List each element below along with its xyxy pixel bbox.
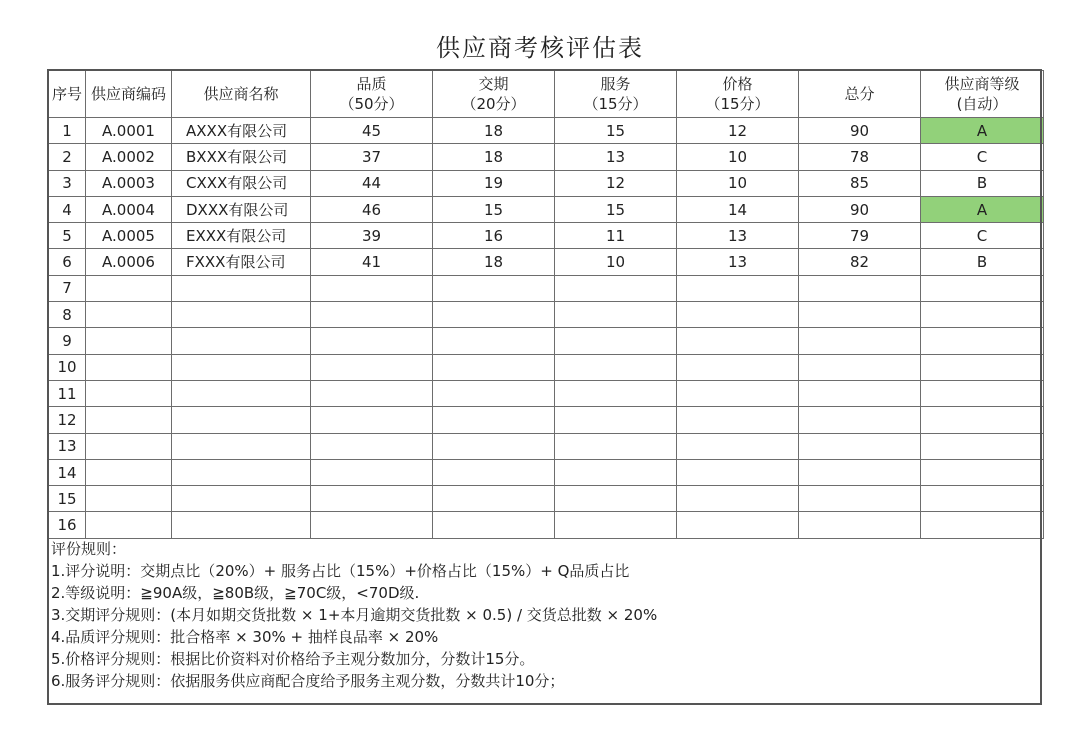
cell-code: A.0004 bbox=[86, 196, 172, 222]
cell-total bbox=[799, 302, 921, 328]
cell-seq: 12 bbox=[49, 407, 86, 433]
table-row bbox=[49, 459, 1044, 485]
cell-total: 78 bbox=[799, 144, 921, 170]
table-row bbox=[49, 380, 1044, 406]
header-service-sub: （15分） bbox=[583, 95, 648, 113]
cell-name bbox=[172, 275, 311, 301]
header-name bbox=[172, 71, 311, 118]
cell-name bbox=[172, 302, 311, 328]
rules-line-1: 1.评分说明：交期点比（20%）+ 服务占比（15%）+价格占比（15%）+ Q品质占比 bbox=[51, 562, 630, 580]
cell-price: 13 bbox=[677, 223, 799, 249]
cell-quality: 37 bbox=[311, 144, 433, 170]
cell-seq: 5 bbox=[49, 223, 86, 249]
cell-code bbox=[86, 407, 172, 433]
cell-delivery bbox=[433, 380, 555, 406]
cell-service: 15 bbox=[555, 118, 677, 144]
cell-delivery: 16 bbox=[433, 223, 555, 249]
cell-name bbox=[172, 407, 311, 433]
header-delivery bbox=[433, 71, 555, 118]
cell-code bbox=[86, 512, 172, 538]
cell-grade bbox=[921, 433, 1044, 459]
page-title: 供应商考核评估表 bbox=[436, 34, 644, 62]
cell-price bbox=[677, 433, 799, 459]
cell-seq: 11 bbox=[49, 380, 86, 406]
cell-service bbox=[555, 407, 677, 433]
header-delivery-label: 交期 bbox=[478, 75, 509, 93]
cell-seq: 6 bbox=[49, 249, 86, 275]
cell-quality bbox=[311, 328, 433, 354]
cell-seq: 8 bbox=[49, 302, 86, 328]
cell-price: 12 bbox=[677, 118, 799, 144]
cell-name: BXXX有限公司 bbox=[172, 144, 311, 170]
cell-delivery: 18 bbox=[433, 118, 555, 144]
header-grade-sub: (自动） bbox=[956, 95, 1008, 113]
cell-service bbox=[555, 512, 677, 538]
cell-seq: 3 bbox=[49, 170, 86, 196]
cell-quality bbox=[311, 433, 433, 459]
table-body bbox=[49, 118, 1044, 539]
cell-total bbox=[799, 512, 921, 538]
cell-seq: 13 bbox=[49, 433, 86, 459]
table-row bbox=[49, 170, 1044, 196]
cell-total bbox=[799, 354, 921, 380]
header-delivery-sub: （20分） bbox=[461, 95, 526, 113]
rules-line-3: 3.交期评分规则：(本月如期交货批数 × 1+本月逾期交货批数 × 0.5) / 交货总批数 × 20% bbox=[51, 606, 658, 624]
cell-quality: 39 bbox=[311, 223, 433, 249]
cell-quality bbox=[311, 275, 433, 301]
cell-grade bbox=[921, 354, 1044, 380]
table-row bbox=[49, 249, 1044, 275]
cell-service: 11 bbox=[555, 223, 677, 249]
cell-name: EXXX有限公司 bbox=[172, 223, 311, 249]
cell-price: 14 bbox=[677, 196, 799, 222]
cell-name: DXXX有限公司 bbox=[172, 196, 311, 222]
cell-price bbox=[677, 407, 799, 433]
cell-seq: 10 bbox=[49, 354, 86, 380]
cell-seq: 4 bbox=[49, 196, 86, 222]
cell-grade bbox=[921, 302, 1044, 328]
cell-total: 82 bbox=[799, 249, 921, 275]
header-price-label: 价格 bbox=[722, 75, 753, 93]
supplier-evaluation-table bbox=[48, 70, 1044, 539]
header-seq-label: 序号 bbox=[51, 85, 82, 103]
cell-quality bbox=[311, 512, 433, 538]
cell-name bbox=[172, 380, 311, 406]
cell-total bbox=[799, 275, 921, 301]
header-total bbox=[799, 71, 921, 118]
header-seq bbox=[49, 71, 86, 118]
cell-delivery bbox=[433, 275, 555, 301]
table-row bbox=[49, 433, 1044, 459]
cell-price bbox=[677, 328, 799, 354]
cell-name bbox=[172, 459, 311, 485]
cell-price bbox=[677, 302, 799, 328]
cell-price: 10 bbox=[677, 144, 799, 170]
cell-price bbox=[677, 275, 799, 301]
cell-quality: 44 bbox=[311, 170, 433, 196]
cell-grade bbox=[921, 407, 1044, 433]
cell-seq: 16 bbox=[49, 512, 86, 538]
table-header-row bbox=[49, 71, 1044, 118]
cell-price: 10 bbox=[677, 170, 799, 196]
cell-code bbox=[86, 380, 172, 406]
cell-grade: A bbox=[921, 196, 1044, 222]
cell-delivery: 15 bbox=[433, 196, 555, 222]
cell-code bbox=[86, 302, 172, 328]
cell-grade bbox=[921, 512, 1044, 538]
header-code bbox=[86, 71, 172, 118]
cell-delivery bbox=[433, 486, 555, 512]
table-row bbox=[49, 407, 1044, 433]
table-row bbox=[49, 512, 1044, 538]
cell-grade: A bbox=[921, 118, 1044, 144]
cell-grade: C bbox=[921, 223, 1044, 249]
cell-code bbox=[86, 354, 172, 380]
cell-quality bbox=[311, 486, 433, 512]
table-row bbox=[49, 118, 1044, 144]
table-row bbox=[49, 144, 1044, 170]
cell-service bbox=[555, 275, 677, 301]
cell-total bbox=[799, 459, 921, 485]
cell-price bbox=[677, 512, 799, 538]
header-price-sub: （15分） bbox=[705, 95, 770, 113]
cell-service bbox=[555, 302, 677, 328]
cell-name: CXXX有限公司 bbox=[172, 170, 311, 196]
cell-code bbox=[86, 275, 172, 301]
cell-seq: 1 bbox=[49, 118, 86, 144]
header-grade-label: 供应商等级 bbox=[944, 75, 1020, 93]
table-row bbox=[49, 196, 1044, 222]
cell-code bbox=[86, 433, 172, 459]
cell-quality: 45 bbox=[311, 118, 433, 144]
rules-line-6: 6.服务评分规则：依据服务供应商配合度给予服务主观分数，分数共计10分； bbox=[51, 672, 565, 690]
cell-total: 79 bbox=[799, 223, 921, 249]
cell-delivery: 19 bbox=[433, 170, 555, 196]
cell-price bbox=[677, 380, 799, 406]
cell-seq: 14 bbox=[49, 459, 86, 485]
header-total-label: 总分 bbox=[844, 85, 875, 103]
cell-price bbox=[677, 354, 799, 380]
cell-quality bbox=[311, 354, 433, 380]
header-code-label: 供应商编码 bbox=[90, 85, 166, 103]
cell-seq: 9 bbox=[49, 328, 86, 354]
cell-quality bbox=[311, 302, 433, 328]
cell-name bbox=[172, 512, 311, 538]
cell-service bbox=[555, 380, 677, 406]
cell-code: A.0003 bbox=[86, 170, 172, 196]
cell-delivery bbox=[433, 354, 555, 380]
cell-delivery: 18 bbox=[433, 249, 555, 275]
cell-grade bbox=[921, 380, 1044, 406]
cell-seq: 2 bbox=[49, 144, 86, 170]
cell-delivery bbox=[433, 433, 555, 459]
cell-total bbox=[799, 433, 921, 459]
cell-service bbox=[555, 486, 677, 512]
header-quality bbox=[311, 71, 433, 118]
scoring-rules bbox=[48, 538, 1041, 692]
cell-total bbox=[799, 380, 921, 406]
table-row bbox=[49, 223, 1044, 249]
cell-delivery bbox=[433, 407, 555, 433]
cell-grade: B bbox=[921, 170, 1044, 196]
table-row bbox=[49, 302, 1044, 328]
header-name-label: 供应商名称 bbox=[203, 85, 279, 103]
header-service bbox=[555, 71, 677, 118]
cell-service: 13 bbox=[555, 144, 677, 170]
rules-line-4: 4.品质评分规则：批合格率 × 30% + 抽样良品率 × 20% bbox=[51, 628, 439, 646]
cell-total: 90 bbox=[799, 196, 921, 222]
cell-grade: C bbox=[921, 144, 1044, 170]
cell-service: 10 bbox=[555, 249, 677, 275]
cell-total: 90 bbox=[799, 118, 921, 144]
rules-line-2: 2.等级说明：≧90A级，≧80B级，≧70C级，<70D级. bbox=[51, 584, 420, 602]
cell-service bbox=[555, 328, 677, 354]
cell-quality: 46 bbox=[311, 196, 433, 222]
table-row bbox=[49, 275, 1044, 301]
cell-code bbox=[86, 328, 172, 354]
header-service-label: 服务 bbox=[600, 75, 631, 93]
cell-delivery: 18 bbox=[433, 144, 555, 170]
cell-total bbox=[799, 407, 921, 433]
table-row bbox=[49, 486, 1044, 512]
cell-name bbox=[172, 354, 311, 380]
cell-grade bbox=[921, 328, 1044, 354]
cell-grade bbox=[921, 486, 1044, 512]
cell-delivery bbox=[433, 328, 555, 354]
cell-grade bbox=[921, 459, 1044, 485]
rules-heading: 评份规则： bbox=[51, 540, 127, 558]
cell-grade bbox=[921, 275, 1044, 301]
cell-code: A.0005 bbox=[86, 223, 172, 249]
rules-line-5: 5.价格评分规则：根据比价资料对价格给予主观分数加分，分数计15分。 bbox=[51, 650, 535, 668]
cell-service: 12 bbox=[555, 170, 677, 196]
cell-service bbox=[555, 354, 677, 380]
cell-quality bbox=[311, 407, 433, 433]
cell-price: 13 bbox=[677, 249, 799, 275]
header-price bbox=[677, 71, 799, 118]
table-row bbox=[49, 328, 1044, 354]
cell-quality bbox=[311, 380, 433, 406]
header-quality-sub: （50分） bbox=[339, 95, 404, 113]
header-grade bbox=[921, 71, 1044, 118]
cell-name: AXXX有限公司 bbox=[172, 118, 311, 144]
cell-quality: 41 bbox=[311, 249, 433, 275]
cell-total bbox=[799, 486, 921, 512]
cell-name: FXXX有限公司 bbox=[172, 249, 311, 275]
cell-total bbox=[799, 328, 921, 354]
cell-code: A.0002 bbox=[86, 144, 172, 170]
cell-code bbox=[86, 486, 172, 512]
cell-price bbox=[677, 459, 799, 485]
cell-code: A.0006 bbox=[86, 249, 172, 275]
cell-name bbox=[172, 486, 311, 512]
cell-total: 85 bbox=[799, 170, 921, 196]
cell-delivery bbox=[433, 512, 555, 538]
cell-service bbox=[555, 433, 677, 459]
cell-delivery bbox=[433, 302, 555, 328]
cell-grade: B bbox=[921, 249, 1044, 275]
cell-code: A.0001 bbox=[86, 118, 172, 144]
cell-quality bbox=[311, 459, 433, 485]
cell-service bbox=[555, 459, 677, 485]
cell-seq: 7 bbox=[49, 275, 86, 301]
cell-service: 15 bbox=[555, 196, 677, 222]
header-quality-label: 品质 bbox=[356, 75, 387, 93]
cell-name bbox=[172, 328, 311, 354]
cell-delivery bbox=[433, 459, 555, 485]
cell-price bbox=[677, 486, 799, 512]
cell-seq: 15 bbox=[49, 486, 86, 512]
cell-code bbox=[86, 459, 172, 485]
cell-name bbox=[172, 433, 311, 459]
table-row bbox=[49, 354, 1044, 380]
